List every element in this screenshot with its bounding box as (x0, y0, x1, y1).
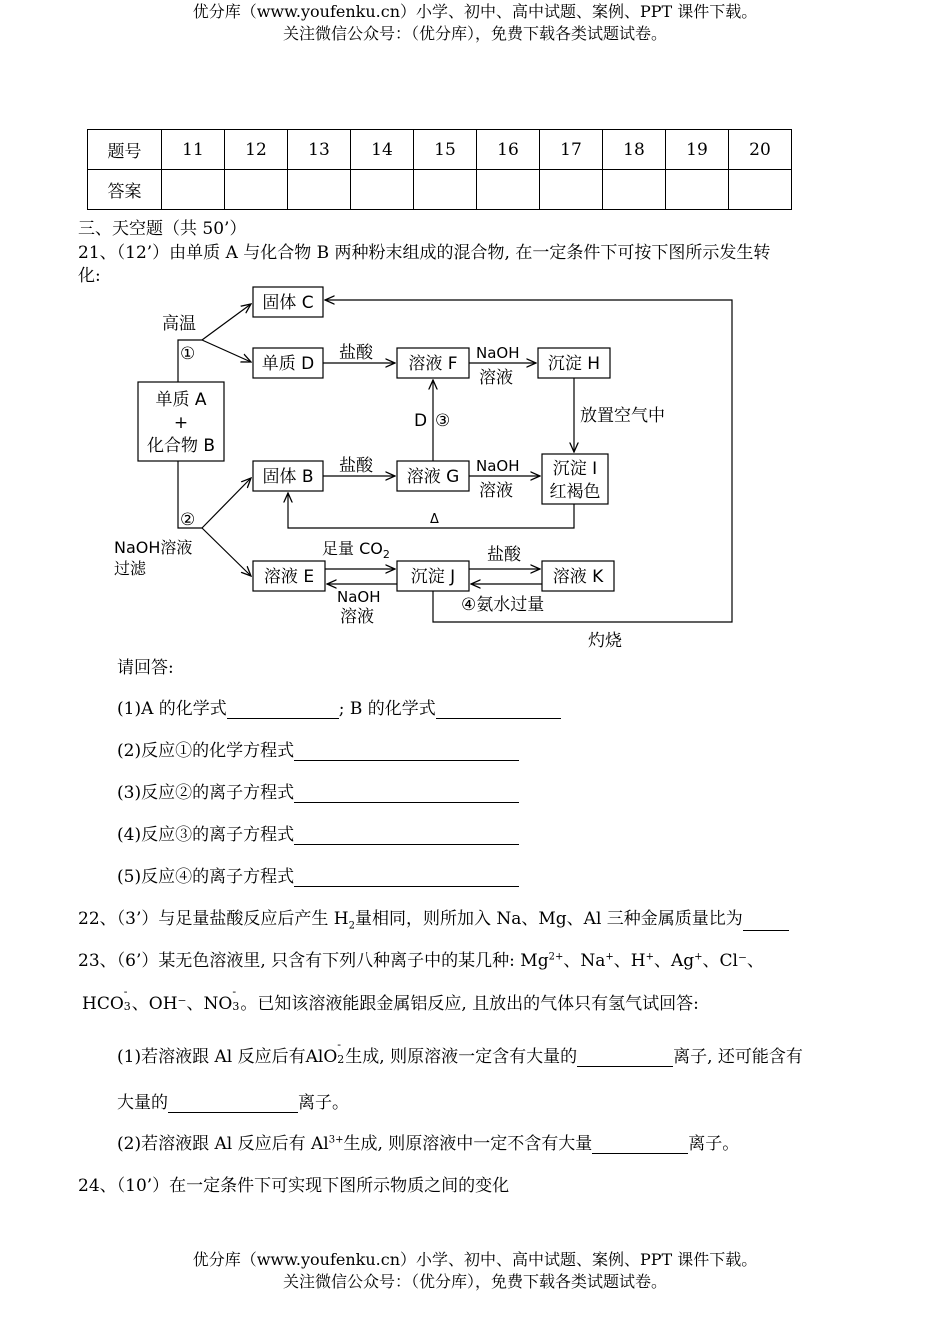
q23-p1-text-c: 离子, 还可能含有 (673, 1047, 803, 1067)
q22-stem (78, 904, 789, 931)
label-simple-d: 单质 D (261, 354, 315, 374)
label-circle-2: ② (180, 510, 196, 530)
label-naoh-2: NaOH (476, 457, 520, 475)
q23-h: 、H (613, 951, 646, 971)
answer-blank-a-formula[interactable] (227, 700, 339, 719)
label-naoh-3: NaOH (337, 588, 381, 606)
answer-table-answer-row (88, 170, 792, 210)
question-number-cell: 16 (477, 130, 540, 170)
label-precip-j: 沉淀 J (410, 567, 456, 587)
oh-charge: ⁻ (177, 994, 187, 1014)
q21-part-3 (117, 778, 519, 803)
label-solution-k: 溶液 K (552, 567, 604, 587)
label-solution-word-1: 溶液 (479, 368, 513, 388)
q22-text-a: 22、（3’）与足量盐酸反应后产生 H (78, 909, 349, 929)
q24-stem: 24、（10’）在一定条件下可实现下图所示物质之间的变化 (78, 1176, 510, 1196)
answer-cell[interactable] (288, 170, 351, 210)
label-solution-f: 溶液 F (408, 354, 458, 374)
arrow-to-solution-e (202, 528, 251, 576)
q21-part-1a-text: (1)A 的化学式 (117, 699, 227, 719)
q21-part-2 (117, 736, 519, 761)
section-3-title: 三、天空题（共 50’） (78, 219, 247, 239)
answer-blank-may-contain[interactable] (168, 1094, 298, 1113)
footer-line-1: 优分库（www.youfenku.cn）小学、初中、高中试题、案例、PPT 课件下载。 (192, 1250, 758, 1269)
h-charge: + (645, 951, 654, 963)
answer-cell[interactable] (477, 170, 540, 210)
no3-charge-stack (232, 985, 240, 1013)
question-number-cell: 17 (540, 130, 603, 170)
label-solution-g: 溶液 G (406, 467, 460, 487)
q21-part-4 (117, 820, 519, 845)
label-start-plus: + (173, 413, 189, 433)
q23-sep-no3: 、NO (186, 994, 233, 1014)
q23-part-1-line-1 (117, 1038, 803, 1067)
q23-p1-text-d: 大量的 (117, 1093, 168, 1113)
hco3-charge-stack (123, 985, 132, 1013)
answer-blank-reaction-4[interactable] (294, 868, 519, 887)
arrow-to-solid-c (202, 304, 251, 340)
q22-h2-subscript: 2 (348, 920, 355, 932)
q23-p1-text-a: (1)若溶液跟 Al 反应后有 (117, 1047, 306, 1067)
answer-blank-reaction-1[interactable] (294, 742, 519, 761)
no3-minus: - (232, 985, 237, 998)
ag-charge: + (694, 951, 703, 963)
q21-stem-line-2: 化: (78, 266, 101, 286)
label-in-air: 放置空气中 (580, 406, 665, 426)
label-hcl-1: 盐酸 (339, 343, 373, 363)
answer-table (87, 129, 792, 210)
question-number-cell: 19 (666, 130, 729, 170)
question-number-cell: 15 (414, 130, 477, 170)
q23-p1-text-e: 离子。 (298, 1093, 349, 1113)
question-number-cell: 11 (162, 130, 225, 170)
answer-cell[interactable] (225, 170, 288, 210)
q21-part-1 (117, 694, 561, 719)
q21-part-5 (117, 862, 519, 887)
q21-stem-line-1: 21、（12’）由单质 A 与化合物 B 两种粉末组成的混合物, 在一定条件下可按下图所示发生转 (78, 243, 771, 263)
label-calcine: 灼烧 (588, 631, 622, 651)
label-red-brown: 红褐色 (549, 482, 601, 502)
answer-table-number-row (88, 130, 792, 170)
answer-cell[interactable] (162, 170, 225, 210)
q23-part-1-line-2 (117, 1088, 349, 1113)
answer-cell[interactable] (603, 170, 666, 210)
row-label-answer: 答案 (88, 170, 162, 210)
q23-stem-line-1 (78, 946, 764, 971)
ion-hco3: HCO (82, 994, 124, 1014)
label-solution-e: 溶液 E (263, 567, 315, 587)
ion-alo2: AlO (305, 1047, 338, 1067)
reaction-flow-diagram (112, 282, 752, 654)
alo2-minus: - (337, 1038, 341, 1051)
arrow-j-to-c (325, 300, 732, 622)
answer-cell[interactable] (351, 170, 414, 210)
arrow-to-simple-d (202, 340, 251, 362)
answer-blank-must-contain[interactable] (577, 1048, 673, 1067)
q23-na: 、Na (563, 951, 606, 971)
label-naoh-1: NaOH (476, 344, 520, 362)
label-solution-word-3: 溶液 (340, 607, 374, 627)
q23-ag: 、Ag (653, 951, 695, 971)
question-number-cell: 14 (351, 130, 414, 170)
label-d: D (414, 411, 428, 431)
q23-p2-text-c: 离子。 (688, 1134, 740, 1154)
label-naoh-solution: NaOH溶液 (114, 538, 193, 557)
label-circle-1: ① (180, 344, 196, 364)
answer-cell[interactable] (666, 170, 729, 210)
arrow-to-solid-b (202, 478, 251, 528)
hco3-subscript: 3 (123, 1000, 131, 1013)
answer-blank-reaction-3[interactable] (294, 826, 519, 845)
label-start-a: 单质 A (155, 390, 207, 410)
header-line-1: 优分库（www.youfenku.cn）小学、初中、高中试题、案例、PPT 课件下载。 (192, 2, 758, 21)
label-filter: 过滤 (114, 559, 147, 578)
al-charge: 3+ (328, 1134, 344, 1146)
label-hcl-2: 盐酸 (339, 456, 373, 476)
na-charge: + (605, 951, 614, 963)
hco3-minus: - (123, 985, 128, 998)
answer-blank-b-formula[interactable] (436, 700, 561, 719)
label-start-b: 化合物 B (146, 436, 216, 456)
no3-subscript: 3 (232, 1000, 240, 1013)
q23-tail: 、 (746, 951, 764, 971)
q23-part-2 (117, 1129, 739, 1154)
cl-charge: ⁻ (737, 951, 747, 971)
row-label-number: 题号 (88, 130, 162, 170)
label-high-temp: 高温 (162, 314, 196, 334)
q21-part-4-text: (4)反应③的离子方程式 (117, 825, 295, 845)
label-ammonia: ④氨水过量 (461, 595, 545, 615)
answer-blank-mass-ratio[interactable] (743, 912, 789, 931)
q23-stem-line-2 (82, 985, 699, 1014)
question-number-cell: 18 (603, 130, 666, 170)
q23-p1-text-b: 生成, 则原溶液一定含有大量的 (345, 1047, 578, 1067)
q23-text-a: 23、（6’）某无色溶液里, 只含有下列八种离子中的某几种: Mg (78, 951, 549, 971)
label-precip-i: 沉淀 I (552, 459, 598, 479)
answer-cell[interactable] (729, 170, 792, 210)
q21-part-1b-text: ; B 的化学式 (338, 699, 436, 719)
q23-sep-oh: 、OH (131, 994, 178, 1014)
question-number-cell: 20 (729, 130, 792, 170)
alo2-subscript: 2 (337, 1053, 345, 1066)
q23-line-2-tail: 。已知该溶液能跟金属铝反应, 且放出的气体只有氢气试回答: (240, 994, 699, 1014)
question-number-cell: 12 (225, 130, 288, 170)
label-solid-b: 固体 B (262, 467, 314, 487)
answer-blank-not-contain[interactable] (592, 1135, 688, 1154)
label-hcl-3: 盐酸 (487, 545, 521, 565)
q23-p2-text-b: 生成, 则原溶液中一定不含有大量 (343, 1134, 593, 1154)
q21-part-3-text: (3)反应②的离子方程式 (117, 783, 295, 803)
answer-cell[interactable] (540, 170, 603, 210)
q21-part-2-text: (2)反应①的化学方程式 (117, 741, 295, 761)
mg-charge: 2+ (548, 951, 564, 963)
q23-cl: 、Cl (702, 951, 738, 971)
q21-prompt: 请回答: (117, 658, 174, 678)
label-solid-c: 固体 C (262, 293, 314, 313)
q22-text-b: 量相同，则所加入 Na、Mg、Al 三种金属质量比为 (354, 909, 743, 929)
label-circle-3: ③ (435, 411, 451, 431)
answer-cell[interactable] (414, 170, 477, 210)
footer-line-2: 关注微信公众号：（优分库），免费下载各类试题试卷。 (282, 1272, 667, 1291)
label-precip-h: 沉淀 H (547, 354, 601, 374)
header-line-2: 关注微信公众号：（优分库），免费下载各类试题试卷。 (282, 24, 667, 43)
label-co2: 足量 $CO_2$ (322, 539, 390, 561)
q21-part-5-text: (5)反应④的离子方程式 (117, 867, 295, 887)
label-solution-word-2: 溶液 (479, 481, 513, 501)
q23-p2-text-a: (2)若溶液跟 Al 反应后有 Al (117, 1134, 329, 1154)
alo2-charge-stack (337, 1038, 345, 1066)
answer-blank-reaction-2[interactable] (294, 784, 519, 803)
question-number-cell: 13 (288, 130, 351, 170)
label-delta: Δ (430, 512, 439, 527)
